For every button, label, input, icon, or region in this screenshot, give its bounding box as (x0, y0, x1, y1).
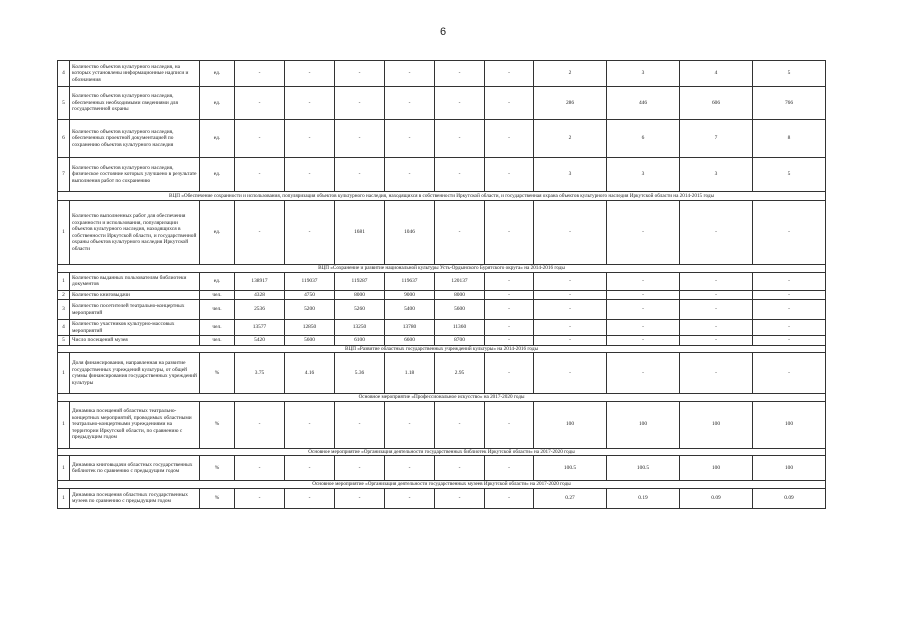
section-title: Основное мероприятие «Организация деятельности государственных библиотек Иркутской области» на 2017-2020 годы (58, 448, 826, 456)
value-cell: - (285, 87, 335, 120)
value-cell: - (485, 401, 534, 448)
value-cell: - (680, 290, 753, 300)
unit-cell: ед. (200, 87, 235, 120)
table-row (58, 320, 826, 336)
value-cell: - (607, 336, 680, 346)
indicator-name: Количество участников культурно-массовых мероприятий (70, 320, 200, 336)
value-cell: - (753, 353, 826, 394)
value-cell: 3 (607, 158, 680, 192)
unit-cell: ед. (200, 201, 235, 265)
indicators-table (57, 60, 826, 509)
value-cell: - (235, 87, 285, 120)
value-cell: - (335, 488, 385, 508)
value-cell: 5 (753, 158, 826, 192)
indicator-name: Динамика посещения областных государственных музеев по сравнению с предыдущим годом (70, 488, 200, 508)
value-cell: 6100 (335, 336, 385, 346)
section-header-row (58, 394, 826, 402)
value-cell: - (485, 290, 534, 300)
value-cell: - (335, 120, 385, 158)
table-row (58, 300, 826, 320)
unit-cell: чел. (200, 320, 235, 336)
unit-cell: % (200, 401, 235, 448)
indicator-name: Динамика посещений областных театрально-концертных мероприятий, проводимых областными театрально-концертными учреждениями на территории Иркутской области, по сравнению с предыдущим годом (70, 401, 200, 448)
value-cell: - (235, 61, 285, 87)
value-cell: 9000 (385, 290, 435, 300)
value-cell: - (285, 120, 335, 158)
value-cell: - (485, 201, 534, 265)
value-cell: - (534, 272, 607, 290)
value-cell: - (435, 456, 485, 481)
value-cell: 100.5 (607, 456, 680, 481)
value-cell: 7 (680, 120, 753, 158)
value-cell: 6600 (385, 336, 435, 346)
indicator-name: Количество объектов культурного наследия, обеспеченных необходимыми сведениями для государственной охраны (70, 87, 200, 120)
value-cell: - (485, 320, 534, 336)
value-cell: - (607, 272, 680, 290)
value-cell: - (680, 300, 753, 320)
value-cell: 766 (753, 87, 826, 120)
value-cell: - (235, 158, 285, 192)
value-cell: - (607, 290, 680, 300)
table-row (58, 87, 826, 120)
value-cell: 2 (534, 61, 607, 87)
value-cell: 119637 (385, 272, 435, 290)
value-cell: 11360 (435, 320, 485, 336)
value-cell: - (285, 201, 335, 265)
value-cell: 100 (680, 401, 753, 448)
value-cell: - (235, 401, 285, 448)
value-cell: 3.75 (235, 353, 285, 394)
value-cell: - (534, 320, 607, 336)
value-cell: 5420 (235, 336, 285, 346)
value-cell: - (285, 488, 335, 508)
row-number: 1 (58, 272, 70, 290)
value-cell: - (485, 456, 534, 481)
value-cell: - (435, 87, 485, 120)
value-cell: 100 (753, 401, 826, 448)
value-cell: 286 (534, 87, 607, 120)
value-cell: 446 (607, 87, 680, 120)
value-cell: 13577 (235, 320, 285, 336)
section-title: ВЦП «Обеспечение сохранности и использования, популяризация объектов культурного наследия, находящихся в собственности Иркутской области, и государственная охрана объектов культурного наследия Иркутской области на 2014-2015 годы (58, 192, 826, 201)
value-cell: 100 (680, 456, 753, 481)
value-cell: - (485, 488, 534, 508)
value-cell: 0.19 (607, 488, 680, 508)
table-row (58, 488, 826, 508)
value-cell: - (385, 456, 435, 481)
section-header-row (58, 345, 826, 353)
value-cell: - (385, 158, 435, 192)
value-cell: - (485, 300, 534, 320)
table-row (58, 456, 826, 481)
indicator-name: Количество объектов культурного наследия, физическое состояние которых улучшено в результате выполнения работ по сохранению (70, 158, 200, 192)
value-cell: 120137 (435, 272, 485, 290)
row-number: 2 (58, 290, 70, 300)
row-number: 4 (58, 320, 70, 336)
row-number: 6 (58, 120, 70, 158)
value-cell: - (680, 336, 753, 346)
value-cell: - (285, 401, 335, 448)
row-number: 5 (58, 336, 70, 346)
unit-cell: ед. (200, 120, 235, 158)
value-cell: - (285, 456, 335, 481)
value-cell: - (534, 290, 607, 300)
row-number: 1 (58, 201, 70, 265)
value-cell: - (753, 320, 826, 336)
value-cell: - (534, 353, 607, 394)
value-cell: - (435, 488, 485, 508)
page-number: 6 (440, 26, 447, 38)
indicator-name: Количество объектов культурного наследия, на которых установлены информационные надписи и обозначения (70, 61, 200, 87)
value-cell: - (534, 336, 607, 346)
value-cell: - (285, 61, 335, 87)
table-row (58, 401, 826, 448)
value-cell: - (435, 120, 485, 158)
value-cell: 8700 (435, 336, 485, 346)
value-cell: - (235, 120, 285, 158)
value-cell: - (385, 120, 435, 158)
row-number: 7 (58, 158, 70, 192)
row-number: 1 (58, 488, 70, 508)
value-cell: - (753, 272, 826, 290)
value-cell: 13250 (335, 320, 385, 336)
section-title: Основное мероприятие «Организация деятельности государственных музеев Иркутской области» на 2017-2020 годы (58, 481, 826, 489)
value-cell: - (335, 158, 385, 192)
value-cell: - (607, 201, 680, 265)
value-cell: - (607, 353, 680, 394)
value-cell: - (753, 290, 826, 300)
unit-cell: ед. (200, 61, 235, 87)
value-cell: 8 (753, 120, 826, 158)
value-cell: - (485, 158, 534, 192)
value-cell: - (485, 61, 534, 87)
value-cell: 13780 (385, 320, 435, 336)
row-number: 1 (58, 456, 70, 481)
value-cell: - (485, 353, 534, 394)
indicator-name: Количество посетителей театрально-концертных мероприятий (70, 300, 200, 320)
value-cell: 2.95 (435, 353, 485, 394)
value-cell: - (235, 456, 285, 481)
table-row (58, 61, 826, 87)
value-cell: 4 (680, 61, 753, 87)
value-cell: - (385, 87, 435, 120)
value-cell: 100 (607, 401, 680, 448)
value-cell: 8000 (335, 290, 385, 300)
value-cell: 2 (534, 120, 607, 158)
unit-cell: ед. (200, 158, 235, 192)
value-cell: - (534, 201, 607, 265)
value-cell: 5600 (435, 300, 485, 320)
value-cell: 1.18 (385, 353, 435, 394)
value-cell: - (335, 456, 385, 481)
value-cell: - (753, 336, 826, 346)
value-cell: - (485, 120, 534, 158)
unit-cell: чел. (200, 336, 235, 346)
value-cell: - (235, 488, 285, 508)
value-cell: - (435, 61, 485, 87)
value-cell: 5200 (285, 300, 335, 320)
value-cell: 100.5 (534, 456, 607, 481)
table-row (58, 201, 826, 265)
unit-cell: % (200, 353, 235, 394)
value-cell: - (435, 401, 485, 448)
value-cell: 5600 (285, 336, 335, 346)
value-cell: 0.09 (753, 488, 826, 508)
indicator-name: Количество объектов культурного наследия, обеспеченных проектной документацией по сохранению объектов культурного наследия (70, 120, 200, 158)
value-cell: - (485, 272, 534, 290)
value-cell: - (435, 158, 485, 192)
value-cell: 2536 (235, 300, 285, 320)
row-number: 1 (58, 401, 70, 448)
value-cell: 606 (680, 87, 753, 120)
value-cell: - (335, 401, 385, 448)
indicator-name: Доля финансирования, направленная на развитие государственных учреждений культуры, от общей суммы финансирования государственных учреждений культуры (70, 353, 200, 394)
value-cell: 12850 (285, 320, 335, 336)
value-cell: - (385, 61, 435, 87)
value-cell: - (680, 272, 753, 290)
value-cell: 4750 (285, 290, 335, 300)
value-cell: - (680, 201, 753, 265)
indicator-name: Количество выданных пользователям библиотеки документов (70, 272, 200, 290)
value-cell: - (485, 336, 534, 346)
value-cell: - (753, 300, 826, 320)
section-title: ВЦП «Сохранение и развитие национальной культуры Усть-Ордынского Бурятского округа» на 2014-2016 годы (58, 265, 826, 273)
row-number: 5 (58, 87, 70, 120)
value-cell: - (285, 158, 335, 192)
value-cell: 0.27 (534, 488, 607, 508)
value-cell: - (335, 87, 385, 120)
value-cell: - (235, 201, 285, 265)
value-cell: 4328 (235, 290, 285, 300)
value-cell: - (485, 87, 534, 120)
table-row (58, 120, 826, 158)
value-cell: - (680, 353, 753, 394)
unit-cell: ед. (200, 272, 235, 290)
value-cell: - (385, 401, 435, 448)
value-cell: - (385, 488, 435, 508)
section-header-row (58, 265, 826, 273)
table-row (58, 290, 826, 300)
value-cell: - (534, 300, 607, 320)
value-cell: 100 (534, 401, 607, 448)
section-title: Основное мероприятие «Профессиональное искусство» на 2017-2020 годы (58, 394, 826, 402)
value-cell: 5260 (335, 300, 385, 320)
value-cell: 6 (607, 120, 680, 158)
row-number: 3 (58, 300, 70, 320)
unit-cell: % (200, 488, 235, 508)
value-cell: - (607, 320, 680, 336)
indicator-name: Динамика книговыдачи областных государственных библиотек по сравнению с предыдущим годом (70, 456, 200, 481)
value-cell: 1681 (335, 201, 385, 265)
value-cell: 5 (753, 61, 826, 87)
indicator-name: Число посещений музея (70, 336, 200, 346)
value-cell: 5400 (385, 300, 435, 320)
row-number: 4 (58, 61, 70, 87)
value-cell: 3 (680, 158, 753, 192)
indicator-name: Количество выполненных работ для обеспечения сохранности и использования, популяризации объектов культурного наследия, находящихся в собственности Иркутской области, и государственной охраны объектов культурного наследия Иркутской области (70, 201, 200, 265)
value-cell: 3 (607, 61, 680, 87)
value-cell: 100 (753, 456, 826, 481)
unit-cell: чел. (200, 290, 235, 300)
value-cell: 138917 (235, 272, 285, 290)
value-cell: 4.16 (285, 353, 335, 394)
row-number: 1 (58, 353, 70, 394)
unit-cell: чел. (200, 300, 235, 320)
value-cell: - (335, 61, 385, 87)
value-cell: 119287 (335, 272, 385, 290)
table-row (58, 272, 826, 290)
value-cell: - (607, 300, 680, 320)
section-header-row (58, 448, 826, 456)
value-cell: - (680, 320, 753, 336)
value-cell: 3 (534, 158, 607, 192)
section-header-row (58, 481, 826, 489)
value-cell: 5.36 (335, 353, 385, 394)
indicator-name: Количество книговыдачи (70, 290, 200, 300)
value-cell: 119037 (285, 272, 335, 290)
table-row (58, 158, 826, 192)
value-cell: 0.09 (680, 488, 753, 508)
section-header-row (58, 192, 826, 201)
table-row (58, 336, 826, 346)
value-cell: 8000 (435, 290, 485, 300)
value-cell: - (435, 201, 485, 265)
value-cell: 1046 (385, 201, 435, 265)
value-cell: - (753, 201, 826, 265)
table-row (58, 353, 826, 394)
section-title: ВЦП «Развитие областных государственных учреждений культуры» на 2014-2016 годы (58, 345, 826, 353)
unit-cell: % (200, 456, 235, 481)
